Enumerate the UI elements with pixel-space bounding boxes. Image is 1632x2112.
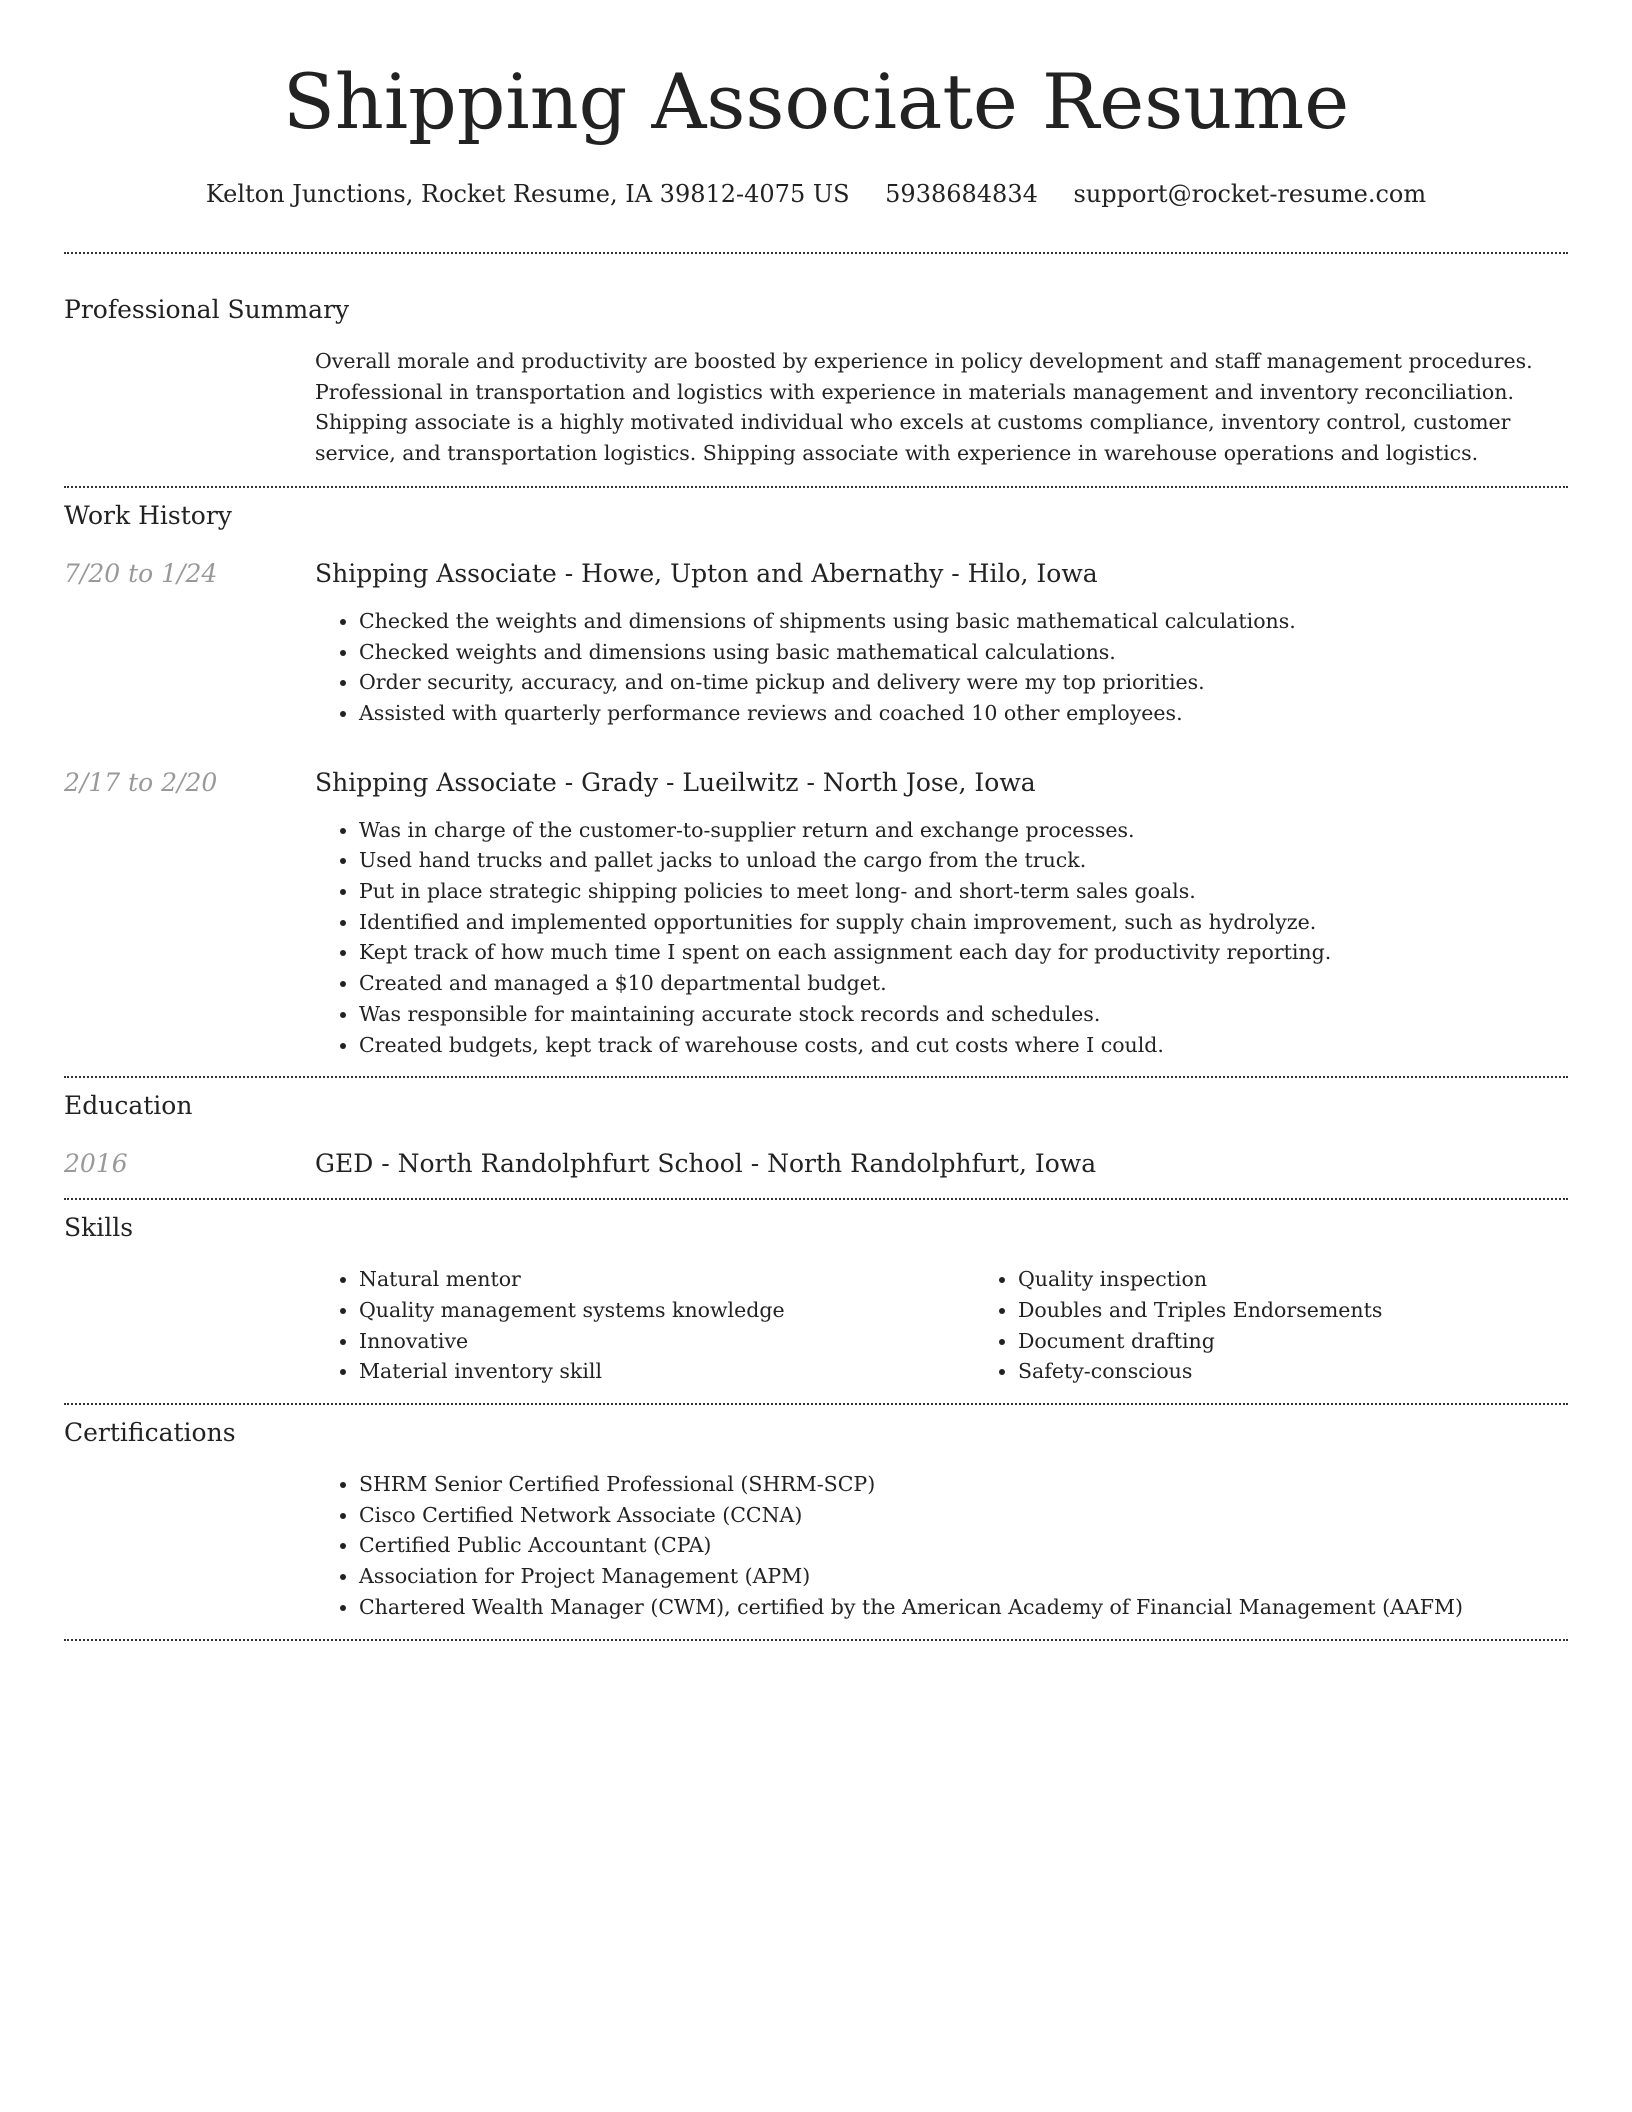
summary-section bbox=[64, 254, 1568, 469]
list-item: • Association for Project Management (APM) bbox=[359, 1561, 1568, 1592]
list-item: • Material inventory skill bbox=[359, 1356, 974, 1387]
certifications-section bbox=[64, 1405, 1568, 1623]
list-item: • Created and managed a $10 departmental budget. bbox=[359, 968, 1568, 999]
summary-heading: Professional Summary bbox=[64, 295, 350, 324]
summary-text: Overall morale and productivity are boosted by experience in policy development and staff management procedures. Professional in transportation and logistics with experience in materials management and inventory reconciliation. Shipping associate is a highly motivated individual who excels at customs compliance, inventory control, customer service, and transportation logistics. Shipping associate with experience in warehouse operations and logistics. bbox=[315, 349, 1533, 466]
list-item: • Doubles and Triples Endorsements bbox=[1018, 1295, 1568, 1326]
job-bullets bbox=[315, 606, 1568, 729]
divider bbox=[64, 1639, 1568, 1641]
work-heading: Work History bbox=[64, 500, 232, 530]
list-item: • Safety-conscious bbox=[1018, 1356, 1568, 1387]
contact-email: support@rocket-resume.com bbox=[1073, 180, 1427, 208]
certifications-list bbox=[315, 1469, 1568, 1623]
education-year: 2016 bbox=[64, 1149, 128, 1179]
list-item: • Document drafting bbox=[1018, 1326, 1568, 1357]
certifications-heading: Certifications bbox=[64, 1418, 236, 1448]
job-entry bbox=[64, 558, 1568, 729]
list-item: • Was responsible for maintaining accurate stock records and schedules. bbox=[359, 999, 1568, 1030]
list-item: • Created budgets, kept track of warehouse costs, and cut costs where I could. bbox=[359, 1030, 1568, 1061]
list-item: • Identified and implemented opportunities for supply chain improvement, such as hydrolyze. bbox=[359, 907, 1568, 938]
job-title: Shipping Associate - Grady - Lueilwitz - North Jose, Iowa bbox=[315, 767, 1036, 797]
list-item: • Was in charge of the customer-to-supplier return and exchange processes. bbox=[359, 815, 1568, 846]
skills-list-left bbox=[315, 1264, 974, 1387]
list-item: • Quality inspection bbox=[1018, 1264, 1568, 1295]
list-item: • SHRM Senior Certified Professional (SHRM-SCP) bbox=[359, 1469, 1568, 1500]
list-item: • Order security, accuracy, and on-time pickup and delivery were my top priorities. bbox=[359, 667, 1568, 698]
list-item: • Checked the weights and dimensions of shipments using basic mathematical calculations. bbox=[359, 606, 1568, 637]
list-item: • Certified Public Accountant (CPA) bbox=[359, 1530, 1568, 1561]
list-item: • Innovative bbox=[359, 1326, 974, 1357]
skills-heading: Skills bbox=[64, 1213, 134, 1243]
list-item: • Put in place strategic shipping policies to meet long- and short-term sales goals. bbox=[359, 876, 1568, 907]
list-item: • Cisco Certified Network Associate (CCNA) bbox=[359, 1500, 1568, 1531]
education-section bbox=[64, 1078, 1568, 1180]
list-item: • Natural mentor bbox=[359, 1264, 974, 1295]
list-item: • Quality management systems knowledge bbox=[359, 1295, 974, 1326]
job-dates: 7/20 to 1/24 bbox=[64, 558, 218, 588]
job-title: Shipping Associate - Howe, Upton and Abernathy - Hilo, Iowa bbox=[315, 558, 1098, 588]
list-item: • Used hand trucks and pallet jacks to unload the cargo from the truck. bbox=[359, 845, 1568, 876]
education-heading: Education bbox=[64, 1091, 193, 1121]
education-entry: GED - North Randolphfurt School - North Randolphfurt, Iowa bbox=[315, 1149, 1097, 1179]
list-item: • Assisted with quarterly performance reviews and coached 10 other employees. bbox=[359, 698, 1568, 729]
job-bullets bbox=[315, 815, 1568, 1061]
skills-list-right bbox=[974, 1264, 1568, 1387]
list-item: • Chartered Wealth Manager (CWM), certified by the American Academy of Financial Management (AAFM) bbox=[359, 1592, 1568, 1623]
job-entry bbox=[64, 767, 1568, 1061]
skills-section bbox=[64, 1200, 1568, 1387]
contact-line bbox=[64, 178, 1568, 210]
list-item: • Kept track of how much time I spent on each assignment each day for productivity reporting. bbox=[359, 937, 1568, 968]
contact-address: Kelton Junctions, Rocket Resume, IA 39812-4075 US bbox=[205, 180, 850, 208]
work-section bbox=[64, 488, 1568, 1060]
page-title: Shipping Associate Resume bbox=[282, 57, 1350, 146]
list-item: • Checked weights and dimensions using basic mathematical calculations. bbox=[359, 637, 1568, 668]
contact-phone: 5938684834 bbox=[885, 180, 1038, 208]
job-dates: 2/17 to 2/20 bbox=[64, 767, 218, 797]
